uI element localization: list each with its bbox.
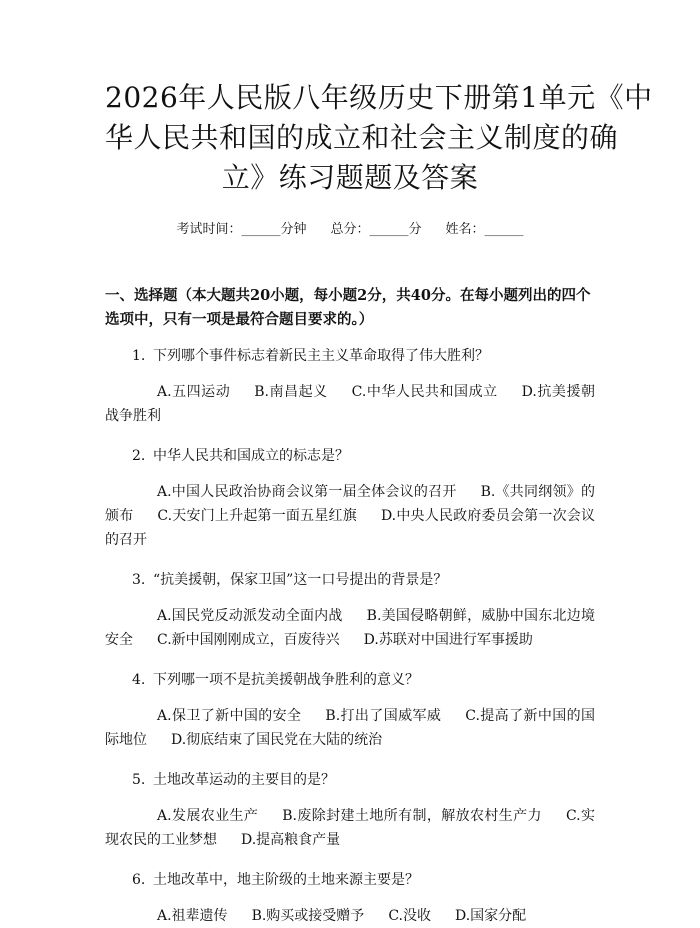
question-5 [105, 768, 595, 852]
question-text: “抗美援朝，保家卫国”这一口号提出的背景是？ [153, 572, 448, 588]
question-text: 下列哪个事件标志着新民主主义革命取得了伟大胜利？ [153, 348, 489, 364]
title-line: 立》练习题题及答案 [221, 161, 479, 194]
option-b: B.《共同纲领》的颁布 [105, 484, 595, 524]
question-number: 4. [132, 672, 146, 688]
option-a: A.五四运动 [157, 384, 231, 400]
question-number: 6. [132, 872, 146, 888]
option-a: A.国民党反动派发动全面内战 [157, 608, 343, 624]
question-list [105, 344, 595, 928]
option-d: D.提高粮食产量 [241, 832, 341, 848]
option-d: D.彻底结束了国民党在大陆的统治 [171, 732, 383, 748]
question-options [105, 380, 595, 428]
option-c: C.天安门上升起第一面五星红旗 [157, 508, 357, 524]
option-d: D.国家分配 [454, 908, 527, 924]
option-d: D.苏联对中国进行军事援助 [363, 632, 533, 648]
question-stem [105, 668, 595, 692]
option-a: A.发展农业生产 [157, 808, 259, 824]
option-d: D.中央人民政府委员会第一次会议的召开 [105, 508, 595, 548]
question-text: 土地改革运动的主要目的是？ [153, 772, 335, 788]
exam-meta [105, 220, 595, 240]
question-stem [105, 768, 595, 792]
name-label: 姓名：______ [445, 222, 524, 237]
option-a: A.中国人民政治协商会议第一届全体会议的召开 [157, 484, 457, 500]
document-title [105, 78, 653, 198]
question-number: 1. [132, 348, 146, 364]
option-a: A.保卫了新中国的安全 [157, 708, 302, 724]
option-b: B.南昌起义 [254, 384, 328, 400]
option-c: C.实现农民的工业梦想 [105, 808, 595, 848]
section-heading: 一、选择题（本大题共20小题，每小题2分，共40分。在每小题列出的四个选项中，只有一项是最符合题目要求的。） [105, 287, 591, 328]
question-2 [105, 444, 595, 552]
option-d: D.抗美援朝战争胜利 [105, 384, 595, 424]
question-text: 下列哪一项不是抗美援朝战争胜利的意义？ [153, 672, 419, 688]
option-c: C.新中国刚刚成立，百废待兴 [157, 632, 340, 648]
question-4 [105, 668, 595, 752]
question-text: 土地改革中，地主阶级的土地来源主要是？ [153, 872, 419, 888]
question-options [105, 804, 595, 852]
question-stem [105, 344, 595, 368]
option-b: B.购买或接受赠予 [251, 908, 365, 924]
question-number: 2. [132, 448, 146, 464]
question-stem [105, 444, 595, 468]
question-6 [105, 868, 595, 928]
question-stem [105, 568, 595, 592]
question-options [105, 704, 595, 752]
option-b: B.美国侵略朝鲜，威胁中国东北边境安全 [105, 608, 595, 648]
question-stem [105, 868, 595, 892]
option-c: C.没收 [388, 908, 431, 924]
title-line: 2026年人民版八年级历史下册第1单元《中 [105, 81, 653, 114]
option-b: B.废除封建土地所有制，解放农村生产力 [282, 808, 542, 824]
question-number: 5. [132, 772, 146, 788]
total-score-label: 总分：______分 [330, 222, 422, 237]
question-number: 3. [132, 572, 146, 588]
question-1 [105, 344, 595, 428]
option-c: C.提高了新中国的国际地位 [105, 708, 595, 748]
title-line: 华人民共和国的成立和社会主义制度的确 [105, 121, 619, 154]
question-options [105, 604, 595, 652]
option-a: A.祖辈遗传 [157, 908, 228, 924]
option-c: C.中华人民共和国成立 [351, 384, 498, 400]
exam-time-label: 考试时间：______分钟 [176, 222, 307, 237]
option-b: B.打出了国威军威 [325, 708, 442, 724]
question-options [105, 480, 595, 552]
question-text: 中华人民共和国成立的标志是？ [153, 448, 349, 464]
question-3 [105, 568, 595, 652]
question-options [105, 904, 595, 928]
